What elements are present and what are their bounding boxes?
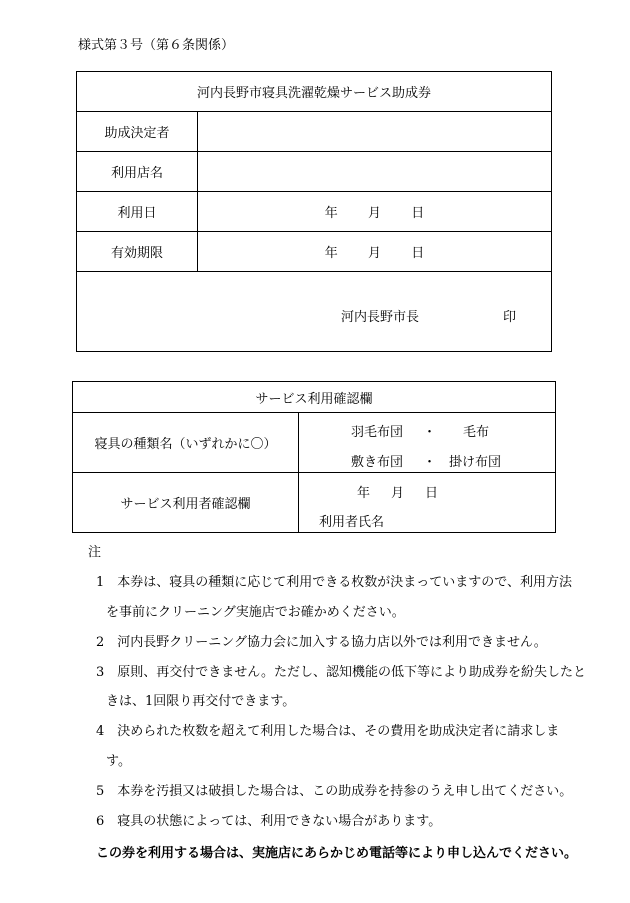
- seal-mark: 印: [503, 310, 517, 325]
- note-line: 1 本券は、寝具の種類に応じて利用できる枚数が決まっていますので、利用方法: [96, 575, 573, 590]
- note-line: きは、1回限り再交付できます。: [106, 694, 296, 709]
- confirm-table: [72, 381, 556, 533]
- confirm-title: サービス利用確認欄: [73, 382, 556, 413]
- note-line: 6 寝具の状態によっては、利用できない場合があります。: [96, 814, 442, 829]
- issuer-name: 河内長野市長: [341, 310, 420, 325]
- bedding-label: 寝具の種類名（いずれかに〇）: [73, 413, 299, 473]
- coupon-title: 河内長野市寝具洗濯乾燥サービス助成券: [77, 72, 552, 112]
- label-store: 利用店名: [77, 152, 198, 192]
- month-unit: 月: [367, 246, 381, 261]
- note-line: 3 原則、再交付できません。ただし、認知機能の低下等により助成券を紛失したと: [96, 665, 587, 680]
- user-confirm-cell[interactable]: [299, 473, 556, 533]
- year-unit: 年: [324, 206, 338, 221]
- note-line: を事前にクリーニング実施店でお確かめください。: [106, 605, 405, 620]
- option-comforter[interactable]: 掛け布団: [449, 455, 502, 470]
- field-store[interactable]: [198, 152, 552, 192]
- user-confirm-label: サービス利用者確認欄: [73, 473, 299, 533]
- note-line: す。: [106, 754, 131, 769]
- field-use-date[interactable]: [198, 192, 552, 232]
- year-unit: 年: [324, 246, 338, 261]
- day-unit: 日: [411, 206, 425, 221]
- label-expiry: 有効期限: [77, 232, 198, 272]
- label-use-date: 利用日: [77, 192, 198, 232]
- notes-heading: 注: [88, 545, 102, 560]
- option-mattress-futon[interactable]: 敷き布団: [351, 455, 404, 470]
- issuer-cell: [77, 272, 552, 352]
- day-unit: 日: [411, 246, 425, 261]
- coupon-table: [76, 71, 552, 352]
- form-number: 様式第３号（第６条関係）: [78, 38, 235, 53]
- note-line: 4 決められた枚数を超えて利用した場合は、その費用を助成決定者に請求しま: [96, 724, 560, 739]
- option-blanket[interactable]: 毛布: [463, 425, 490, 440]
- year-unit: 年: [357, 486, 371, 501]
- user-name-label: 利用者氏名: [319, 515, 385, 530]
- field-recipient[interactable]: [198, 112, 552, 152]
- note-line: 2 河内長野クリーニング協力会に加入する協力店以外では利用できません。: [96, 635, 547, 650]
- separator: ・: [423, 455, 437, 470]
- month-unit: 月: [391, 486, 405, 501]
- field-expiry[interactable]: [198, 232, 552, 272]
- option-down-futon[interactable]: 羽毛布団: [351, 425, 404, 440]
- separator: ・: [423, 425, 437, 440]
- day-unit: 日: [425, 486, 439, 501]
- footer-notice: この券を利用する場合は、実施店にあらかじめ電話等により申し込んでください。: [96, 846, 578, 861]
- month-unit: 月: [367, 206, 381, 221]
- note-line: 5 本券を汚損又は破損した場合は、この助成券を持参のうえ申し出てください。: [96, 784, 573, 799]
- label-recipient: 助成決定者: [77, 112, 198, 152]
- bedding-options[interactable]: [299, 413, 556, 473]
